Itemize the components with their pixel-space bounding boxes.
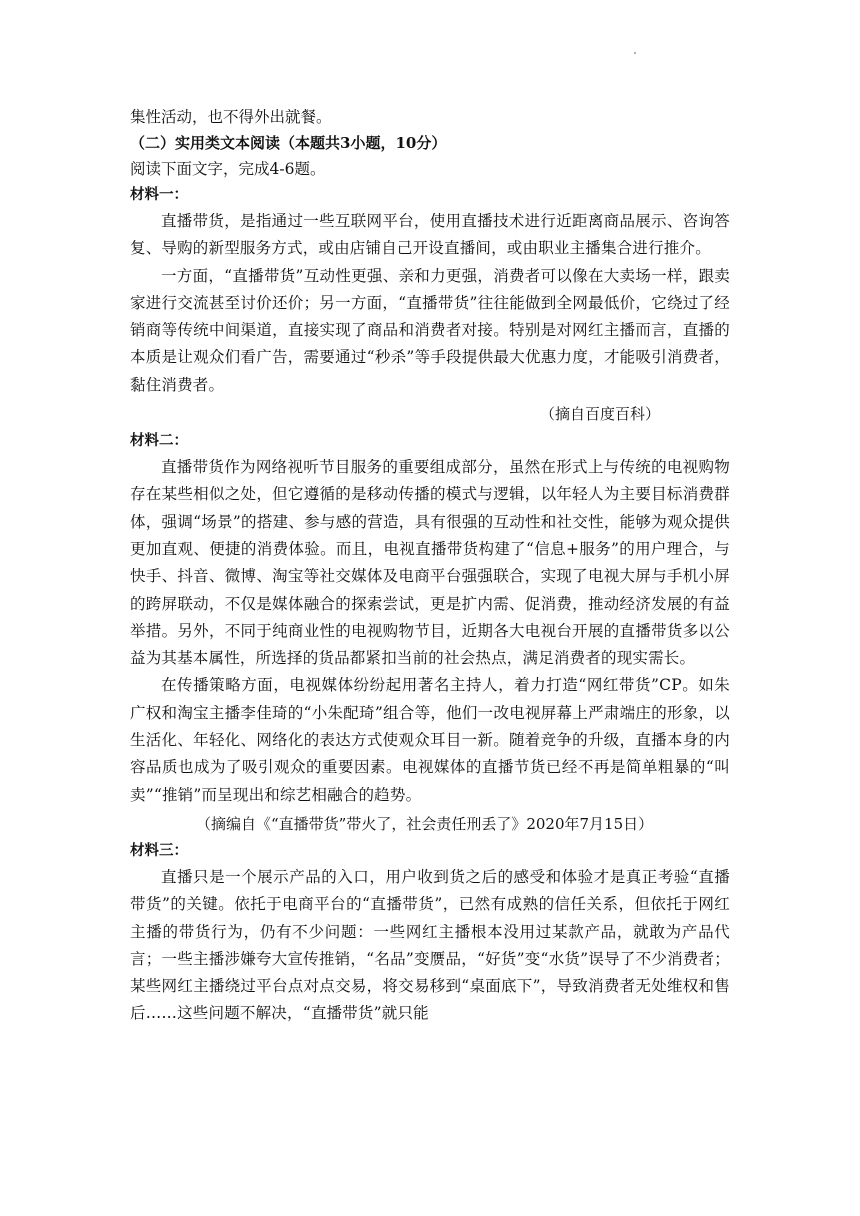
document-body [130,104,730,1028]
section-title: （二）实用类文本阅读（本题共3小题，10分） [130,134,447,152]
material1-paragraph: 直播带货，是指通过一些互联网平台，使用直播技术进行近距离商品展示、咨询答复、导购的新型服务方式，或由店铺自己开设直播间，或由职业主播集合进行推介。 [130,212,730,258]
page-mark [634,52,636,54]
material2-heading: 材料二： [130,433,188,450]
material1-heading: 材料一： [130,187,188,203]
reading-instruction: 阅读下面文字，完成4-6题。 [130,160,326,178]
material2-paragraph: 在传播策略方面，电视媒体纷纷起用著名主持人，着力打造“网红带货”CP。如朱广权和淘宝主播李佳琦的“小朱配琦”组合等，他们一改电视屏幕上严肃端庄的形象，以生活化、年轻化、网络化的表达方式使观众耳目一新。随着竞争的升级，直播本身的内容品质也成为了吸引观众的重要因素。电视媒体的直播节货已经不再是简单粗暴的“叫卖”“推销”而呈现出和综艺相融合的趋势。 [130,676,730,804]
continued-text-line: 集性活动，也不得外出就餐。 [130,108,332,126]
material3-heading: 材料三： [130,842,188,859]
material1-paragraph: 一方面，“直播带货”互动性更强、亲和力更强，消费者可以像在大卖场一样，跟卖家进行交流甚至讨价还价；另一方面，“直播带货”往往能做到全网最低价，它绕过了经销商等传统中间渠道，直接实现了商品和消费者对接。特别是对网红主播而言，直播的本质是让观众们看广告，需要通过“秒杀”等手段提供最大优惠力度，才能吸引消费者，黏住消费者。 [130,266,730,394]
material3-paragraph: 直播只是一个展示产品的入口，用户收到货之后的感受和体验才是真正考验“直播带货”的关键。依托于电商平台的“直播带货”，已然有成熟的信任关系，但依托于网红主播的带货行为，仍有不少问题：一些网红主播根本没用过某款产品，就敢为产品代言；一些主播涉嫌夸大宣传推销，“名品”变赝品，“好货”变“水货”误导了不少消费者；某些网红主播绕过平台点对点交易，将交易移到“桌面底下”，导致消费者无处维权和售后……这些问题不解决，“直播带货”就只能 [130,867,730,1023]
material1-source: （摘自百度百科） [539,405,660,424]
material2-source: （摘编自《“直播带货”带火了，社会责任刑丢了》2020年7月15日） [196,814,654,833]
material2-paragraph: 直播带货作为网络视听节目服务的重要组成部分，虽然在形式上与传统的电视购物存在某些相似之处，但它遵循的是移动传播的模式与逻辑，以年轻人为主要目标消费群体，强调“场景”的搭建、参与感的营造，具有很强的互动性和社交性，能够为观众提供更加直观、便捷的消费体验。而且，电视直播带货构建了“信息+服务”的用户理合，与快手、抖音、微博、淘宝等社交媒体及电商平台强强联合，实现了电视大屏与手机小屏的跨屏联动，不仅是媒体融合的探索尝试，更是扩内需、促消费，推动经济发展的有益举措。另外，不同于纯商业性的电视购物节目，近期各大电视台开展的直播带货多以公益为其基本属性，所选择的货品都紧扣当前的社会热点，满足消费者的现实需长。 [130,458,730,668]
